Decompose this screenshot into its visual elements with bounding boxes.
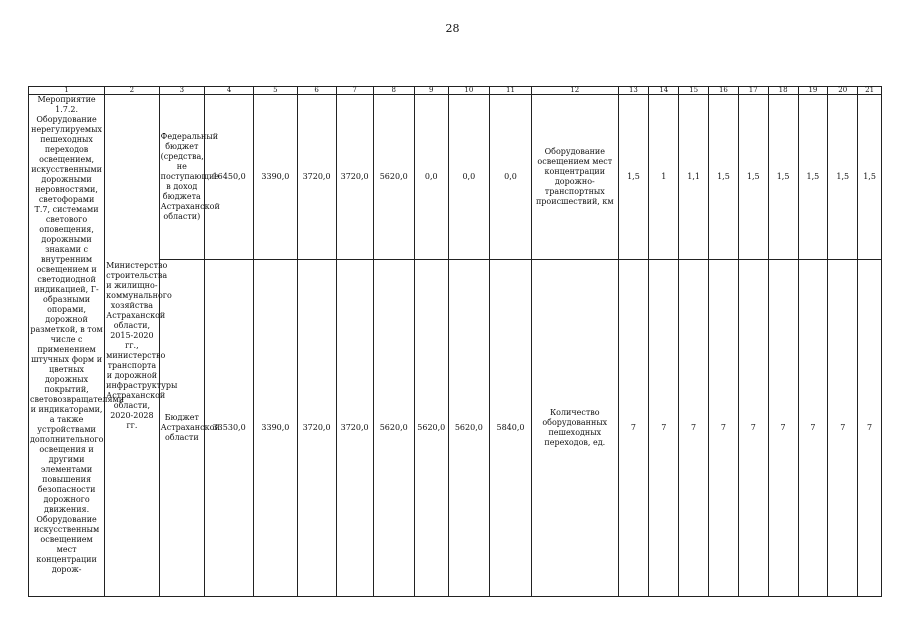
amount-cell: 3720,0: [297, 95, 336, 260]
executor-cell: Министерство строительства и жилищно-коммунального хозяйства Астраханской области, 2015-2020 гг., министерство транспорта и дорожной инфраструктуры Астраханской области, 2020-2028 гг.: [105, 95, 160, 597]
header-cell: 4: [204, 87, 253, 95]
header-cell: 2: [105, 87, 160, 95]
funding-source-cell: Федеральный бюджет (средства, не поступающие в доход бюджета Астраханской области): [159, 95, 204, 260]
indicator-cell: Оборудование освещением мест концентрации дорожно-транспортных происшествий, км: [532, 95, 618, 260]
header-cell: 14: [649, 87, 679, 95]
target-cell: 7: [798, 260, 828, 597]
header-cell: 6: [297, 87, 336, 95]
header-cell: 5: [254, 87, 297, 95]
target-cell: 7: [768, 260, 798, 597]
funding-source-cell: Бюджет Астраханской области: [159, 260, 204, 597]
header-row: [29, 87, 882, 95]
header-cell: 21: [858, 87, 882, 95]
target-cell: 1: [649, 95, 679, 260]
header-cell: 13: [618, 87, 649, 95]
amount-cell: 3720,0: [336, 260, 373, 597]
amount-cell: 3720,0: [336, 95, 373, 260]
table-row: [29, 95, 882, 260]
amount-cell: 5620,0: [448, 260, 489, 597]
amount-cell: 16450,0: [204, 95, 253, 260]
header-cell: 9: [414, 87, 448, 95]
header-cell: 8: [373, 87, 414, 95]
target-cell: 7: [618, 260, 649, 597]
header-cell: 3: [159, 87, 204, 95]
amount-cell: 0,0: [489, 95, 531, 260]
amount-cell: 33530,0: [204, 260, 253, 597]
target-cell: 7: [828, 260, 858, 597]
target-cell: 1,5: [798, 95, 828, 260]
header-cell: 16: [709, 87, 739, 95]
header-cell: 15: [679, 87, 709, 95]
header-cell: 10: [448, 87, 489, 95]
amount-cell: 5620,0: [414, 260, 448, 597]
amount-cell: 5620,0: [373, 260, 414, 597]
target-cell: 7: [649, 260, 679, 597]
amount-cell: 3390,0: [254, 260, 297, 597]
target-cell: 1,5: [738, 95, 768, 260]
target-cell: 7: [738, 260, 768, 597]
measure-cell: Мероприятие 1.7.2. Оборудование нерегулируемых пешеходных переходов освещением, искусственными дорожными неровностями, светофорами Т.7, системами светового оповещения, дорожными знаками с внутренним освещением и светодиодной индикацией, Г-образными опорами, дорожной разметкой, в том числе с применением штучных форм и цветных дорожных покрытий, световозвращателями и индикаторами, а также устройствами дополнительного освещения и другими элементами повышения безопасности дорожного движения. Оборудование искусственным освещением мест концентрации дорож-: [29, 95, 105, 597]
target-cell: 1,5: [858, 95, 882, 260]
amount-cell: 5620,0: [373, 95, 414, 260]
target-cell: 1,5: [828, 95, 858, 260]
header-cell: 7: [336, 87, 373, 95]
header-cell: 12: [532, 87, 618, 95]
header-cell: 17: [738, 87, 768, 95]
header-cell: 1: [29, 87, 105, 95]
amount-cell: 3390,0: [254, 95, 297, 260]
target-cell: 7: [679, 260, 709, 597]
header-cell: 11: [489, 87, 531, 95]
target-cell: 1,5: [768, 95, 798, 260]
target-cell: 7: [858, 260, 882, 597]
target-cell: 1,5: [618, 95, 649, 260]
header-cell: 19: [798, 87, 828, 95]
header-cell: 18: [768, 87, 798, 95]
program-table: [28, 86, 882, 597]
amount-cell: 0,0: [414, 95, 448, 260]
header-cell: 20: [828, 87, 858, 95]
page-number: 28: [445, 22, 460, 35]
target-cell: 7: [709, 260, 739, 597]
target-cell: 1,5: [709, 95, 739, 260]
amount-cell: 5840,0: [489, 260, 531, 597]
target-cell: 1,1: [679, 95, 709, 260]
indicator-cell: Количество оборудованных пешеходных переходов, ед.: [532, 260, 618, 597]
amount-cell: 0,0: [448, 95, 489, 260]
amount-cell: 3720,0: [297, 260, 336, 597]
